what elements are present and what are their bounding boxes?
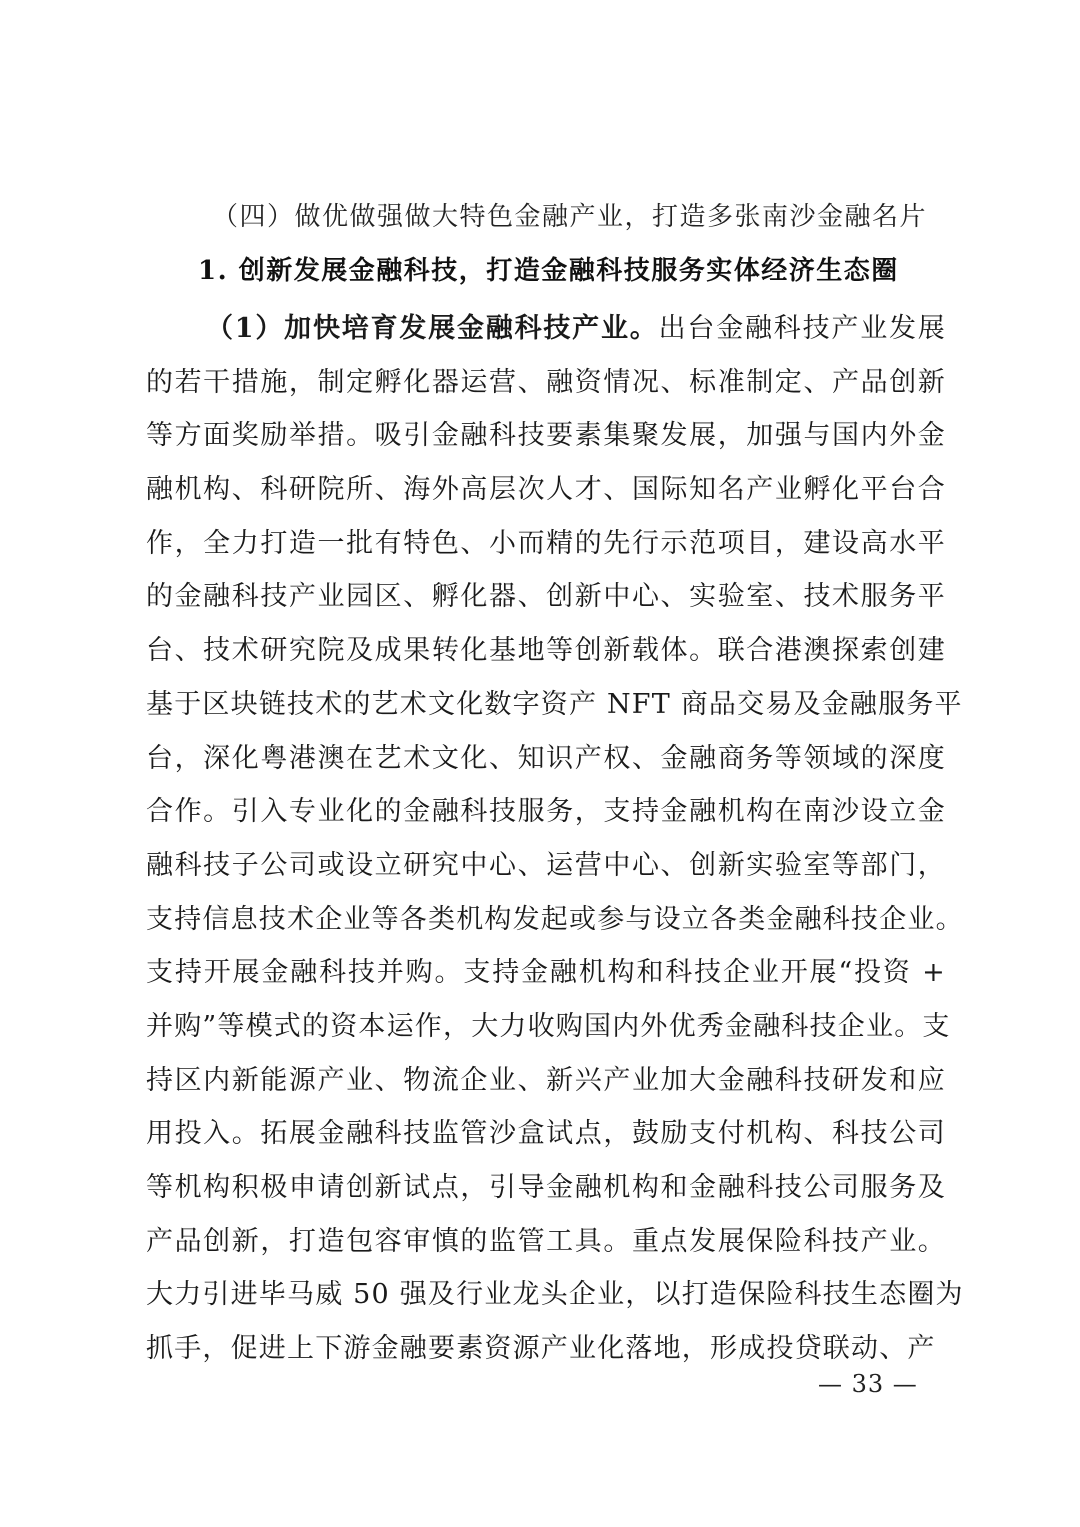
paragraph-lead-bold: （1）加快培育发展金融科技产业。 bbox=[206, 313, 659, 344]
paragraph-line: 的金融科技产业园区、孵化器、创新中心、实验室、技术服务平 bbox=[146, 581, 946, 613]
paragraph-line: 产品创新，打造包容审慎的监管工具。重点发展保险科技产业。 bbox=[146, 1225, 946, 1257]
subsection-heading: 1. 创新发展金融科技，打造金融科技服务实体经济生态圈 bbox=[198, 256, 899, 286]
paragraph-line: 抓手，促进上下游金融要素资源产业化落地，形成投贷联动、产 bbox=[146, 1333, 936, 1365]
paragraph-line-text: 出台金融科技产业发展 bbox=[658, 313, 946, 344]
paragraph-line: 台、技术研究院及成果转化基地等创新载体。联合港澳探索创建 bbox=[146, 635, 946, 667]
paragraph-line: 大力引进毕马威 50 强及行业龙头企业，以打造保险科技生态圈为 bbox=[146, 1279, 964, 1311]
paragraph-line bbox=[146, 302, 946, 356]
paragraph-line: 等方面奖励举措。吸引金融科技要素集聚发展，加强与国内外金 bbox=[146, 420, 946, 452]
paragraph-line: 支持信息技术企业等各类机构发起或参与设立各类金融科技企业。 bbox=[146, 903, 964, 935]
paragraph-line: 的若干措施，制定孵化器运营、融资情况、标准制定、产品创新 bbox=[146, 366, 946, 398]
paragraph-line: 台，深化粤港澳在艺术文化、知识产权、金融商务等领域的深度 bbox=[146, 742, 946, 774]
paragraph-line: 融机构、科研院所、海外高层次人才、国际知名产业孵化平台合 bbox=[146, 474, 946, 506]
body-paragraph bbox=[146, 302, 964, 1376]
paragraph-line: 合作。引入专业化的金融科技服务，支持金融机构在南沙设立金 bbox=[146, 796, 946, 828]
paragraph-line: 基于区块链技术的艺术文化数字资产 NFT 商品交易及金融服务平 bbox=[146, 688, 963, 720]
paragraph-line: 等机构积极申请创新试点，引导金融机构和金融科技公司服务及 bbox=[146, 1172, 946, 1203]
paragraph-line: 持区内新能源产业、物流企业、新兴产业加大金融科技研发和应 bbox=[146, 1064, 946, 1096]
paragraph-line: 用投入。拓展金融科技监管沙盒试点，鼓励支付机构、科技公司 bbox=[146, 1118, 946, 1150]
paragraph-line: 作，全力打造一批有特色、小而精的先行示范项目，建设高水平 bbox=[146, 527, 946, 559]
page-number: — 33 — bbox=[818, 1370, 918, 1398]
section-heading: （四）做优做强做大特色金融产业，打造多张南沙金融名片 bbox=[212, 202, 928, 232]
paragraph-line: 融科技子公司或设立研究中心、运营中心、创新实验室等部门， bbox=[146, 849, 946, 881]
paragraph-line: 支持开展金融科技并购。支持金融机构和科技企业开展“投资 + bbox=[146, 957, 946, 989]
paragraph-line: 并购”等模式的资本运作，大力收购国内外优秀金融科技企业。支 bbox=[146, 1010, 951, 1042]
